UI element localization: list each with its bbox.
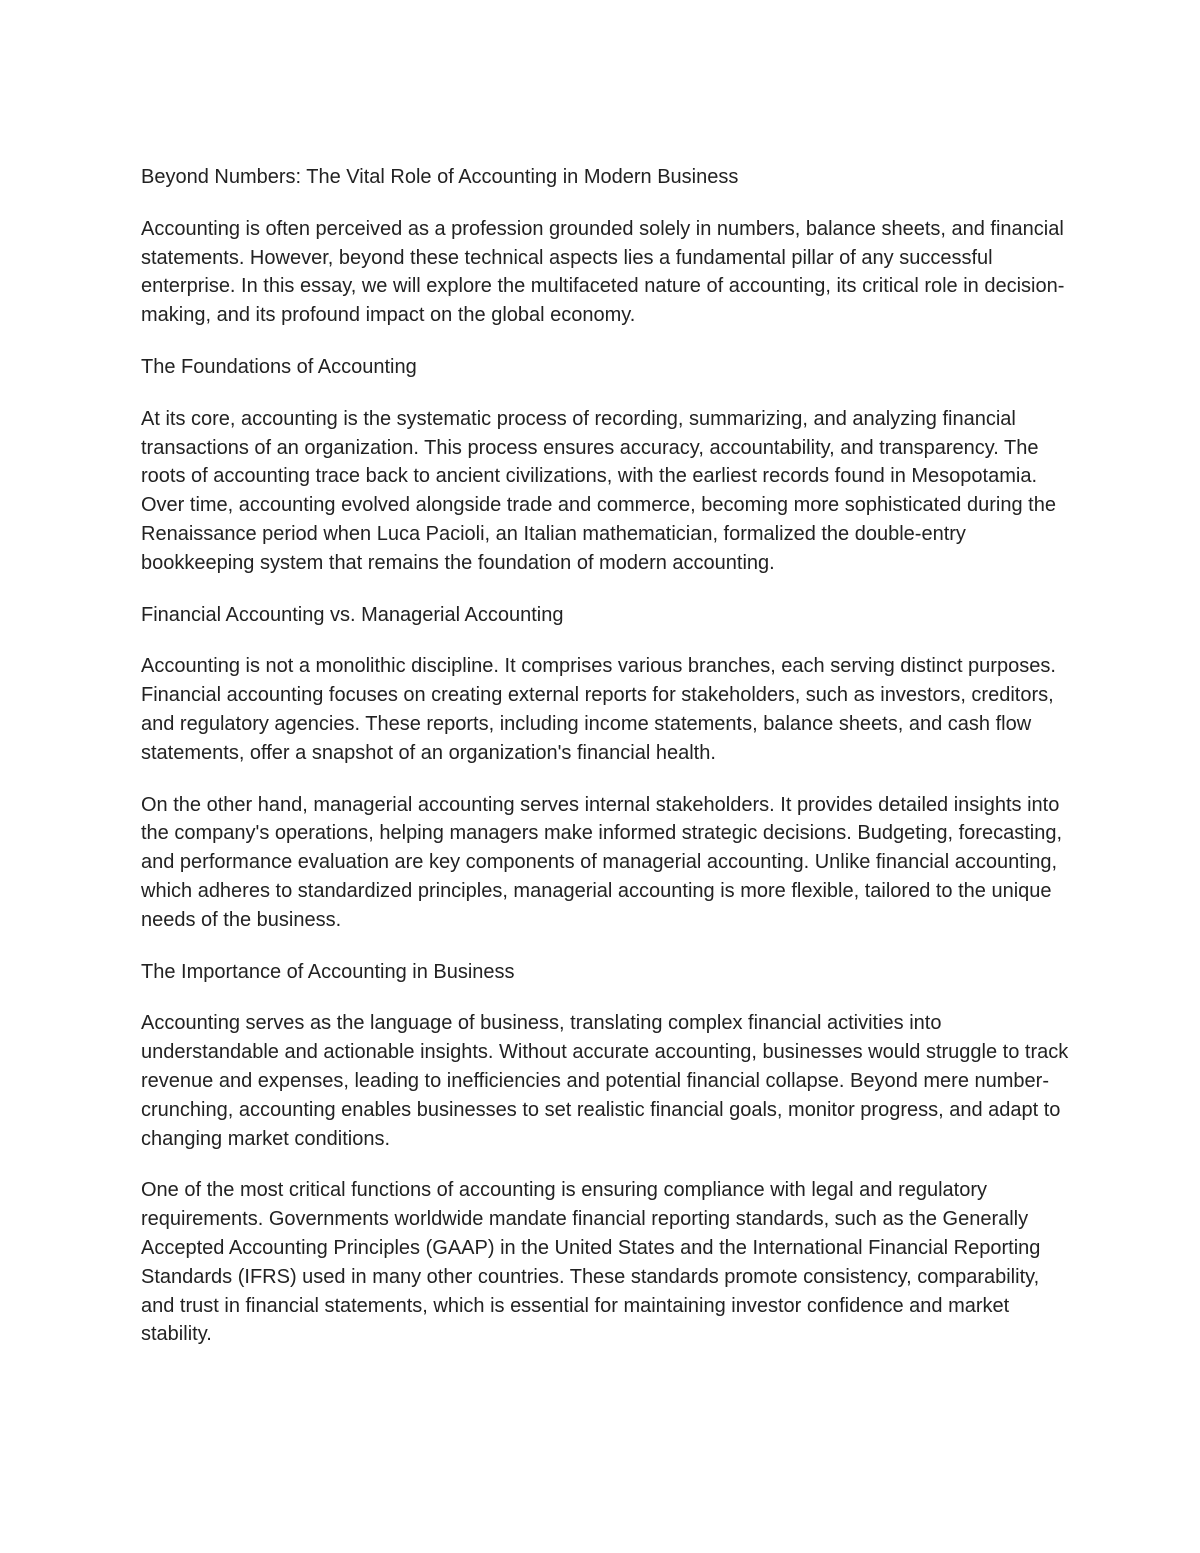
paragraph-foundations: At its core, accounting is the systematic process of recording, summarizing, and analyzing financial transactions of an organization. This process ensures accuracy, accountability, and transparency. The roots of accounting trace back to ancient civilizations, with the earliest records found in Mesopotamia. Over time, accounting evolved alongside trade and commerce, becoming more sophisticated during the Renaissance period when Luca Pacioli, an Italian mathematician, formalized the double-entry bookkeeping system that remains the foundation of modern accounting.	[141, 407, 1056, 574]
paragraph-managerial-accounting: On the other hand, managerial accounting serves internal stakeholders. It provides detailed insights into the company's operations, helping managers make informed strategic decisions. Budgeting, forecasting, and performance evaluation are key components of managerial accounting. Unlike financial accounting, which adheres to standardized principles, managerial accounting is more flexible, tailored to the unique needs of the business.	[141, 793, 1062, 931]
document-body	[141, 163, 1071, 1372]
paragraph-financial-accounting: Accounting is not a monolithic discipline. It comprises various branches, each serving distinct purposes. Financial accounting focuses on creating external reports for stakeholders, such as investors, creditors, and regulatory agencies. These reports, including income statements, balance sheets, and cash flow statements, offer a snapshot of an organization's financial health.	[141, 655, 1056, 764]
section-heading-financial-vs-managerial: Financial Accounting vs. Managerial Accounting	[141, 603, 564, 626]
intro-paragraph: Accounting is often perceived as a profession grounded solely in numbers, balance sheets, and financial statements. However, beyond these technical aspects lies a fundamental pillar of any successful enterprise. In this essay, we will explore the multifaceted nature of accounting, its critical role in decision-making, and its profound impact on the global economy.	[141, 217, 1065, 327]
section-heading-importance: The Importance of Accounting in Business	[141, 960, 515, 983]
document-title: Beyond Numbers: The Vital Role of Accounting in Modern Business	[141, 166, 739, 188]
paragraph-language-of-business: Accounting serves as the language of business, translating complex financial activities into understandable and actionable insights. Without accurate accounting, businesses would struggle to track revenue and expenses, leading to inefficiencies and potential financial collapse. Beyond mere number-crunching, accounting enables businesses to set realistic financial goals, monitor progress, and adapt to changing market conditions.	[141, 1012, 1069, 1150]
paragraph-compliance: One of the most critical functions of accounting is ensuring compliance with legal and regulatory requirements. Governments worldwide mandate financial reporting standards, such as the Generally Accepted Accounting Principles (GAAP) in the United States and the International Financial Reporting Standards (IFRS) used in many other countries. These standards promote consistency, comparability, and trust in financial statements, which is essential for maintaining investor confidence and market stability.	[141, 1179, 1041, 1346]
section-heading-foundations: The Foundations of Accounting	[141, 355, 417, 378]
